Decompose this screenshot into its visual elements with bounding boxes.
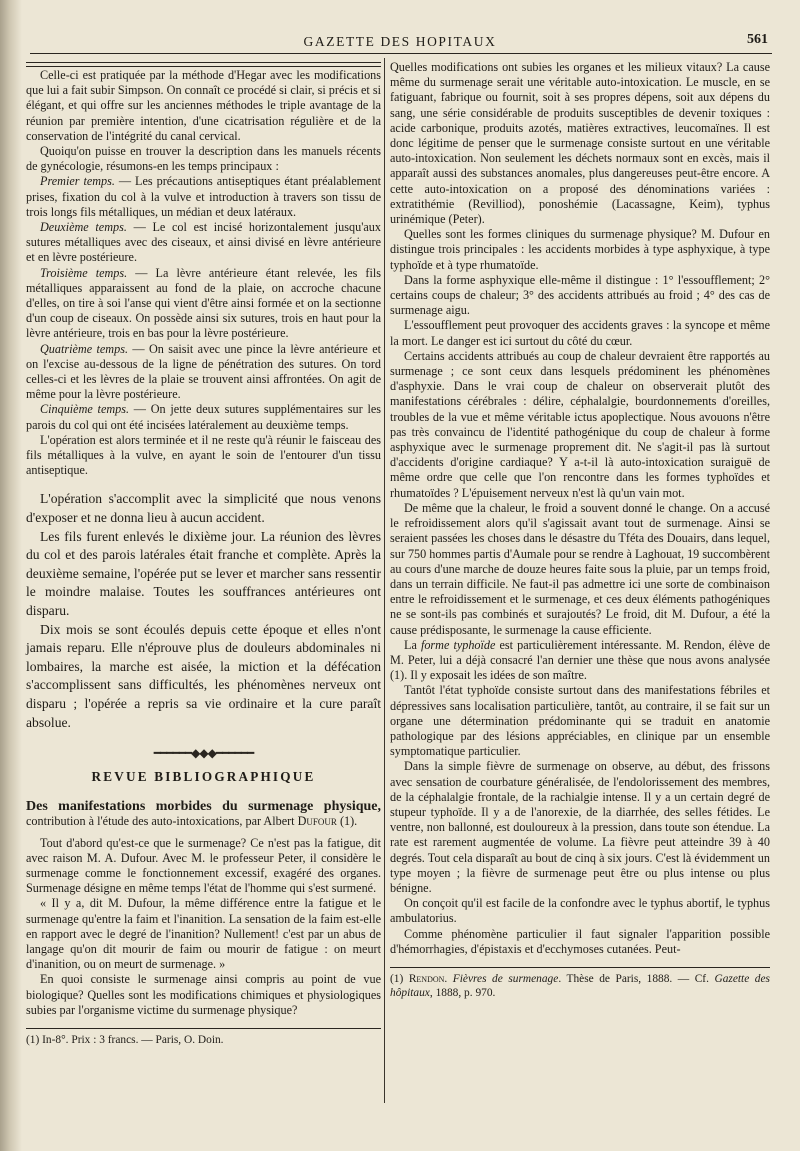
paragraph: L'opération est alors terminée et il ne reste qu'à réunir le faisceau des fils métalliques à la vulve, en ayant le soin de l'entourer d'un tissu antiseptique. <box>26 432 381 478</box>
step-text: — On jette deux sutures supplémentaires sur les parois du col qui ont été incisées latéralement au deuxième temps. <box>26 402 381 432</box>
paragraph: Quoiqu'on puisse en trouver la description dans les manuels récents de gynécologie, résumons-en les temps principaux : <box>26 144 381 174</box>
footnote: (1) Rendon. Fièvres de surmenage. Thèse de Paris, 1888. — Cf. Gazette des hôpitaux, 1888, p. 970. <box>390 972 770 1000</box>
left-column <box>26 60 381 1047</box>
paragraph: En quoi consiste le surmenage ainsi compris au point de vue biologique? Quelles sont les modifications chimiques et physiologiques subies par l'organisme victime du surmenage physique? <box>26 972 381 1017</box>
paragraph: L'essoufflement peut provoquer des accidents graves : la syncope et même la mort. Le danger est ici surtout du côté du cœur. <box>390 318 770 348</box>
section-title: REVUE BIBLIOGRAPHIQUE <box>91 769 316 785</box>
page-number: 561 <box>747 32 768 47</box>
paragraph: L'opération s'accomplit avec la simplicité que nous venons d'exposer et ne donna lieu à aucun accident. <box>26 491 381 526</box>
article-author: Dufour <box>297 814 337 829</box>
step-label: Troisième temps. <box>40 265 128 280</box>
column-divider <box>384 58 385 1103</box>
paragraph: Certains accidents attribués au coup de chaleur devraient être rapportés au surmenage ; ce sont ceux dans lesquels prédominent les phénomènes d'asphyxie. Dans le vrai coup de chaleur on observerait plutôt des manifestations cérébrales : délire, céphalalgie, bourdonnements d'oreilles, troubles de la vue et même véritable ictus apoplectique. Nous avouons n'être pas très convaincu de l'identité pathogénique du coup de chaleur à forme asphyxique avec le surmenage proprement dit. Ne s'agit-il pas là surtout d'accidents d'origine cardiaque? Y a-t-il là auto-intoxication suraiguë de même ordre que celle que l'on rencontre dans les formes typhoïdes et rhumatoïdes ? L'épuisement nerveux n'est là qu'un vain mot. <box>390 348 770 500</box>
footnote-rule <box>26 1028 381 1029</box>
paragraph: De même que la chaleur, le froid a souvent donné le change. On a accusé le refroidissement alors qu'il s'agissait avant tout de surmenage. Ainsi se seraient passées les choses dans le désastre du Tféta des Douairs, dans lequel, sur 750 hommes partis d'Aumale pour se rendre à Laghouat, 19 succombèrent au cours d'une marche de douze heures faite sous la pluie, par un temps froid, dans un terrain difficile. Ne faut-il pas admettre ici une sorte de combinaison entre le refroidissement et le surmenage, et ces deux éléments pathogéniques ne se sont-ils pas combinés et surajoutés? Le froid, dit M. Dufour, a été la cause prédisposante, le surmenage la cause efficiente. <box>390 500 770 637</box>
paragraph: Dix mois se sont écoulés depuis cette époque et elles n'ont jamais reparu. Elle n'éprouve plus de douleurs abdominales ni lombaires, la marche est aisée, la miction et la défécation s'accomplissent sans difficultés, les phénomènes nerveux ont disparu ; l'opérée a repris sa vie ordinaire et la cure paraît absolue. <box>26 621 381 730</box>
section-ornament: ━━━━━━◆◆◆━━━━━━ <box>153 746 254 761</box>
step-paragraph <box>26 266 381 342</box>
step-paragraph <box>26 174 381 220</box>
step-text: — La lèvre antérieure étant relevée, les fils métalliques apparaissent au fond de la plaie, on accroche chacune d'elles, on tire à soi l'anse qui vient d'être ainsi formée et on la sectionne d'un coup de ciseaux. On possède ainsi six sutures, trois en haut pour la lèvre antérieure, trois en bas pour la lèvre postérieure. <box>26 265 382 341</box>
running-head: GAZETTE DES HOPITAUX <box>303 34 497 49</box>
paragraph: « Il y a, dit M. Dufour, la même différence entre la fatigue et le surmenage qu'entre la faim et l'inanition. La sensation de la faim est-elle en rapport avec le degré de l'inanition? Nullement! c'est par un abus de langage qu'on dit mourir de faim ou mourir de fatigue : on meurt d'inanition, ou on meurt de surmenage. » <box>26 896 381 972</box>
paragraph: Les fils furent enlevés le dixième jour. La réunion des lèvres du col et des parois latérales était franche et complète. Après la deuxième semaine, l'opérée put se lever et marcher sans ressentir le moindre malaise. Toutes les souffrances antérieures ont disparu. <box>26 528 381 619</box>
step-label: Premier temps. <box>40 174 115 189</box>
paragraph: Quelles modifications ont subies les organes et les milieux vitaux? La cause même du surmenage serait une véritable auto-intoxication. Le muscle, en se fatiguant, fabrique ou fournit, soit à ses propres dépens, soit aux dépens du sang, une série considérable de produits susceptibles de devenir toxiques : acide carbonique, produits azotés, matières extractives, leucomaïnes. Il est donc légitime de penser que le surmenage consiste surtout en une véritable auto-intoxication. Non seulement les déchets normaux sont en excès, mais il apparaît aussi des substances anomales, plus dangereuses peut-être encore. A cette auto-intoxication on a proposé des dénominations variées : extratithémie (Revilliod), ponoshémie (Lacassagne, Keim), typhus urinémique (Peter). <box>390 60 770 227</box>
step-paragraph <box>26 342 381 403</box>
step-paragraph <box>26 220 381 266</box>
paragraph: Dans la forme asphyxique elle-même il distingue : 1° l'essoufflement; 2° certains coups de chaleur; 3° des accidents attribués au froid ; 4° des cas de surmenage aigu. <box>390 272 770 318</box>
paragraph: On conçoit qu'il est facile de la confondre avec le typhus abortif, le typhus ambulatorius. <box>390 896 770 926</box>
paragraph: Dans la simple fièvre de surmenage on observe, au début, des frissons avec sensation de courbature généralisée, de l'endolorissement des membres, de la céphalalgie frontale, de la rachialgie intense. Il y a un certain degré de stupeur typhoïde. Il y a de l'anorexie, de la diarrhée, des selles fétides. Le ventre, non ballonné, est douloureux à la pression, dans toute son étendue. La rate est rarement augmentée de volume. La fièvre peut atteindre 39 à 40 degrés. Tout cela disparaît au bout de cinq à six jours. C'est là évidemment un type moyen ; la fièvre de surmenage peut être ou plus intense ou plus bénigne. <box>390 759 770 895</box>
right-column <box>390 60 770 1001</box>
step-label: Quatrième temps. <box>40 341 128 356</box>
page-spine-shadow <box>0 0 22 1151</box>
header-rule <box>30 53 772 54</box>
paragraph: Quelles sont les formes cliniques du surmenage physique? M. Dufour en distingue trois principales : les accidents morbides à type asphyxique, à type typhoïde et à type rhumatoïde. <box>390 227 770 272</box>
step-text: — Le col est incisé horizontalement jusqu'aux sutures métalliques avec des ciseaux, et ainsi divisé en lèvre antérieure et en lèvre postérieure. <box>26 220 381 265</box>
footnote: (1) In-8°. Prix : 3 francs. — Paris, O. Doin. <box>26 1034 224 1047</box>
operation-description <box>26 68 381 478</box>
step-label: Cinquième temps. <box>40 402 130 417</box>
article-title: Des manifestations morbides du surmenage physique, <box>26 799 381 815</box>
step-paragraph <box>26 402 381 432</box>
emphasis: forme typhoïde <box>420 637 496 652</box>
bibliographic-review <box>26 799 381 1047</box>
page-header <box>30 26 770 50</box>
paragraph: Tantôt l'état typhoïde consiste surtout dans des manifestations fébriles et dépressives sans localisation particulière, tantôt, au contraire, il se fait sur un organe une détermination prédominante qui se traduit en anatomie pathologique par des lésions appréciables, en clinique par un ensemble symptomatique particulier. <box>390 683 770 759</box>
article-subtitle: contribution à l'étude des auto-intoxications, par Albert <box>26 814 298 829</box>
case-outcome <box>26 490 381 732</box>
footnote-rule <box>390 967 770 968</box>
paragraph: Tout d'abord qu'est-ce que le surmenage? Ce n'est pas la fatigue, dit avec raison M. A. Dufour. Avec M. le professeur Peter, il considère le surmenage comme le fonctionnement excessif, exagéré des organes. Surmenage désigne en même temps l'état de l'homme qui s'est surmené. <box>26 835 381 896</box>
footnote-journal: Gazette des hôpitaux <box>390 972 770 1000</box>
article-note-ref: (1). <box>336 814 358 829</box>
step-text: — On saisit avec une pince la lèvre antérieure et on l'excise au-dessous de la ligne de pénétration des sutures. On tord celles-ci et les lèvres de la plaie se trouvent ainsi affrontées. On agit de même pour la lèvre postérieure. <box>26 341 381 402</box>
article-heading <box>26 799 381 829</box>
paragraph: La forme typhoïde est particulièrement intéressante. M. Rendon, élève de M. Peter, lui a déjà consacré l'an dernier une thèse que nous avons analysée (1). Il y exposait les idées de son maître. <box>390 637 770 683</box>
paragraph: Celle-ci est pratiquée par la méthode d'Hegar avec les modifications que lui a fait subir Simpson. On connaît ce procédé si clair, si précis et si élégant, et qui offre sur les anciennes méthodes le triple avantage de la réunion par première intention, d'une cicatrisation régulière et de la conservation de l'intégrité du canal cervical. <box>26 68 381 143</box>
step-label: Deuxième temps. <box>40 220 127 235</box>
footnote-title: Fièvres de surmenage <box>452 972 559 985</box>
continuation-rule <box>26 62 381 67</box>
footnote-author: Rendon <box>408 972 445 985</box>
paragraph: Comme phénomène particulier il faut signaler l'apparition possible d'hémorrhagies, d'épistaxis et d'ecchymoses cutanées. Peut- <box>390 926 770 956</box>
step-text: — Les précautions antiseptiques étant préalablement prises, fixation du col à la vulve et introduction à travers son tissu de trois longs fils métalliques, un médian et deux latéraux. <box>26 174 382 219</box>
